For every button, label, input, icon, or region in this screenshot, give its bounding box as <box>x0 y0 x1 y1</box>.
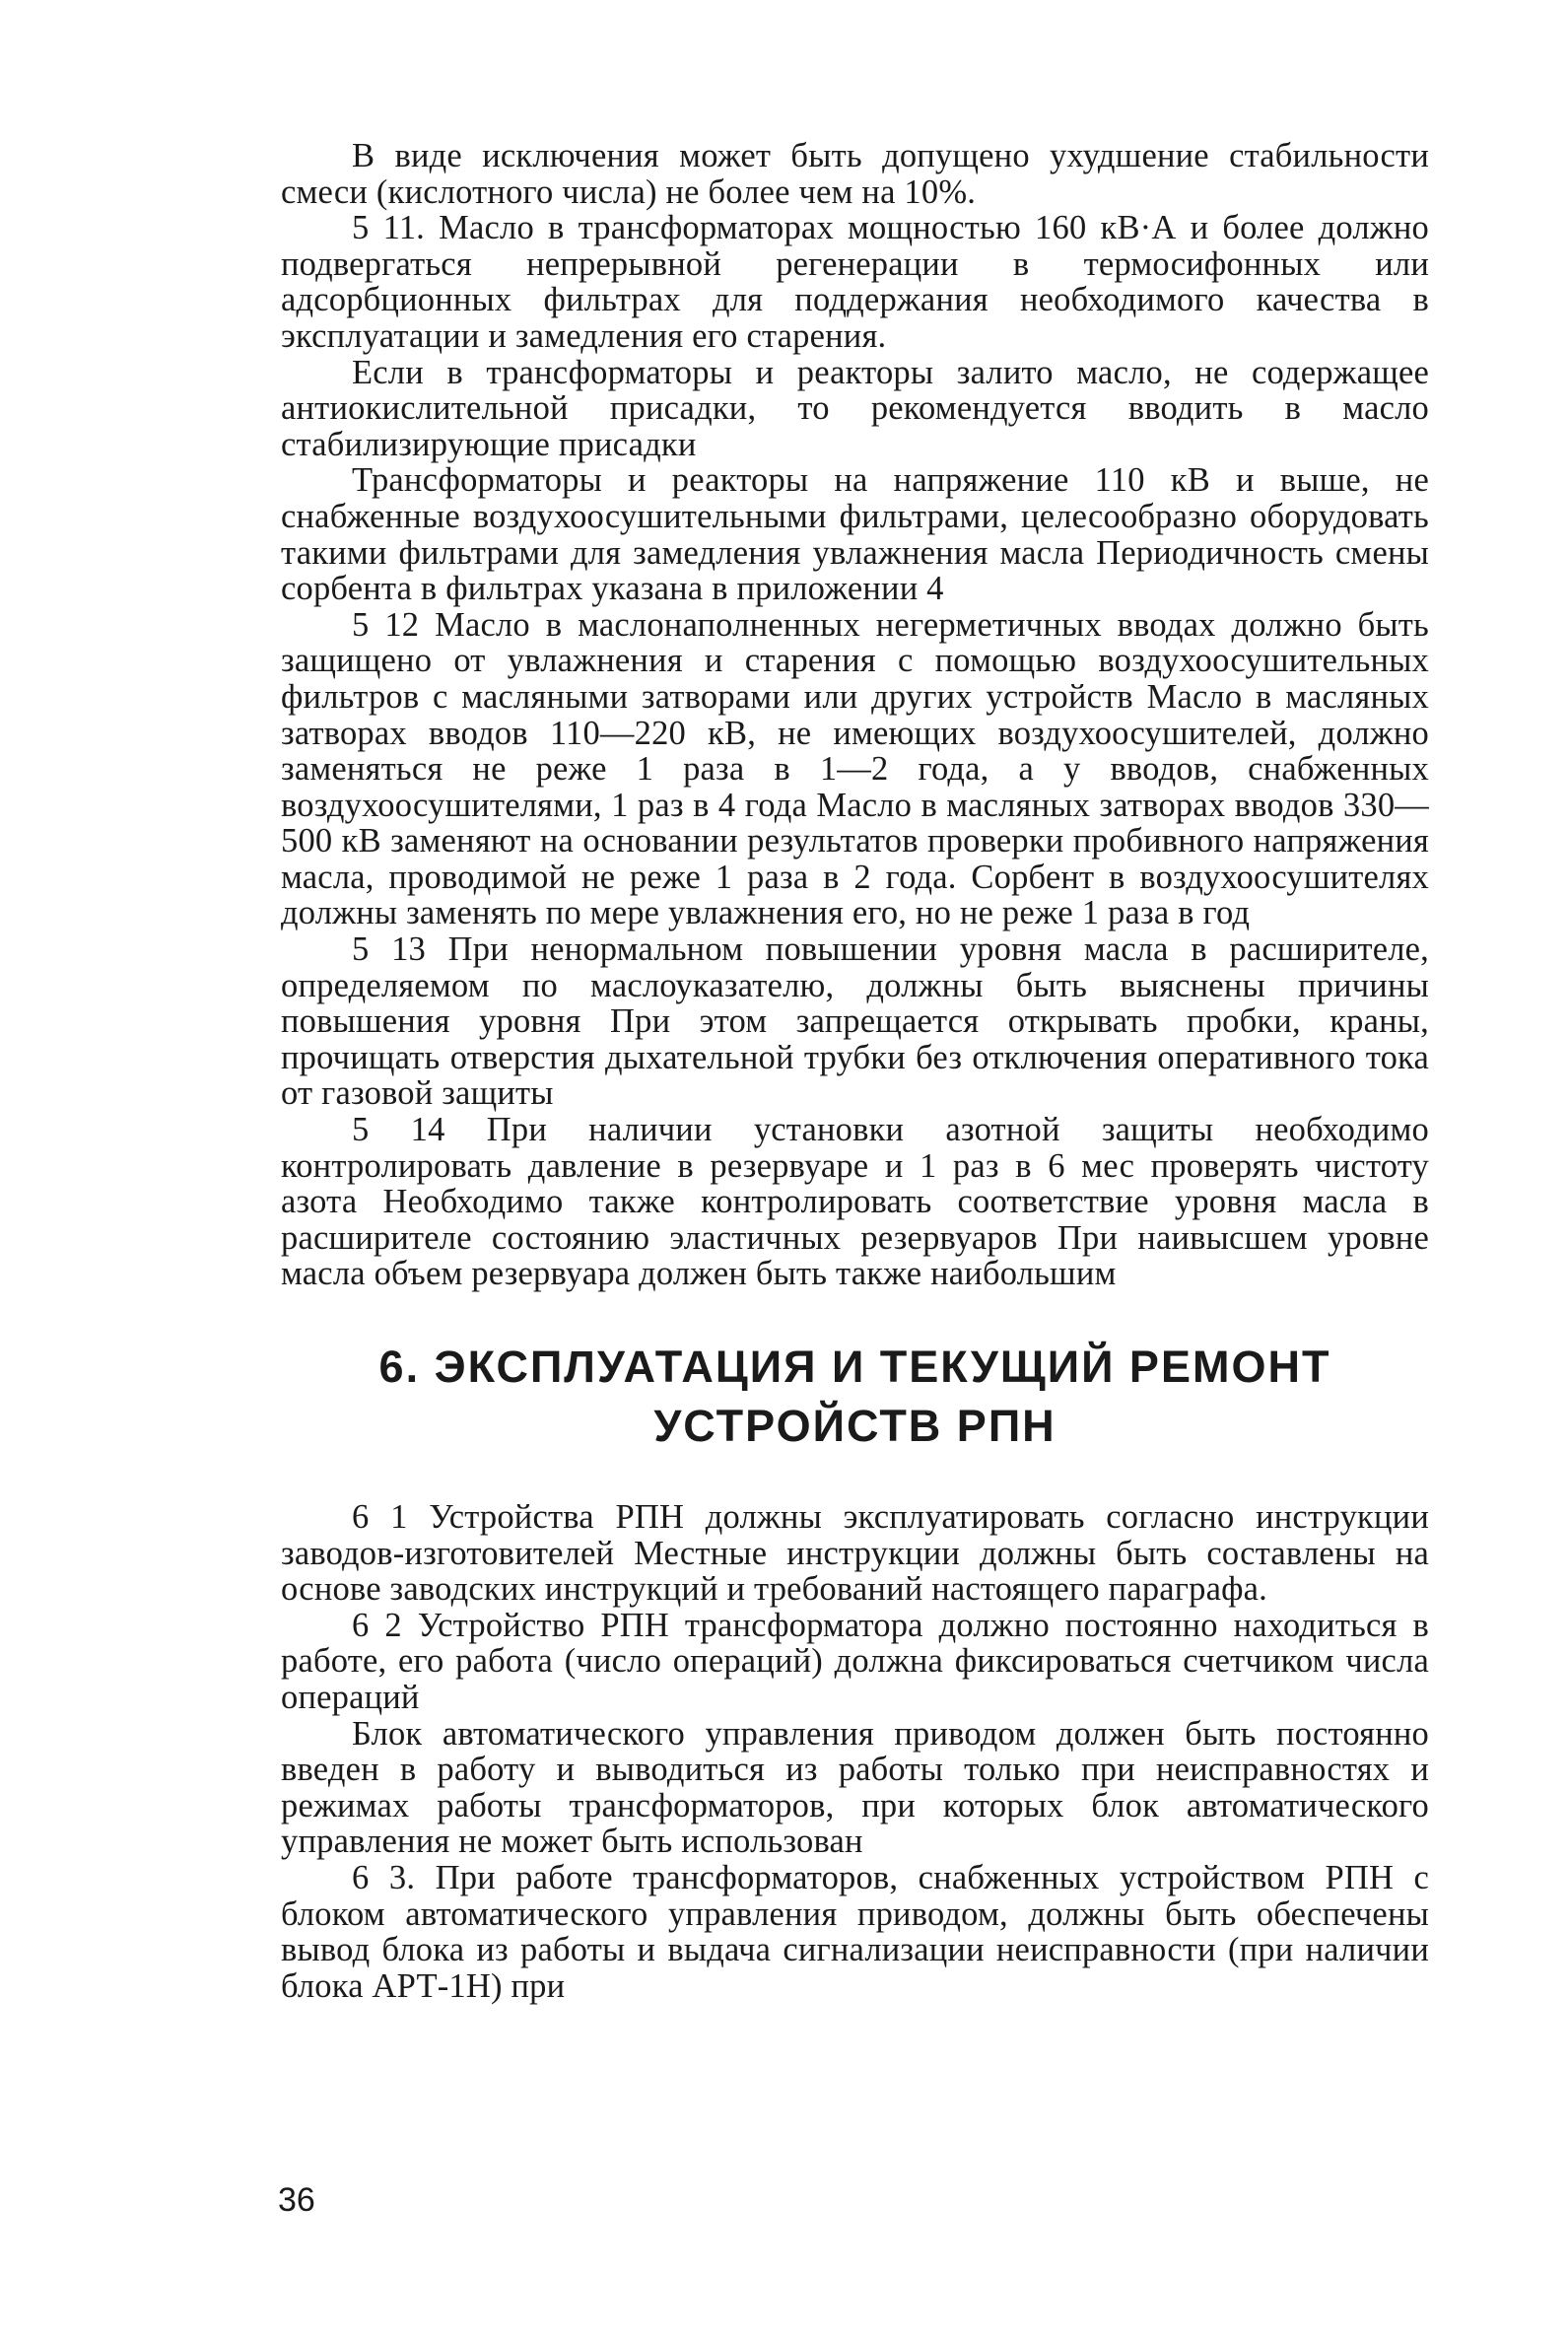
section-6-heading-line-1: 6. ЭКСПЛУАТАЦИЯ И ТЕКУЩИЙ РЕМОНТ <box>378 1342 1331 1392</box>
paragraph-5-11-additives: Если в трансформаторы и реакторы залито масло, не содержащее антиокислительной присадки, то рекомендуется вводить в масло стабилизирующие присадки <box>281 353 1429 463</box>
paragraph-6-2-control-block: Блок автоматического управления приводом должен быть постоянно введен в работу и выводиться из работы только при неисправностях и режимах работы трансформаторов, при которых блок автоматического управления не может быть использован <box>281 1714 1429 1861</box>
page-number: 36 <box>278 2181 315 2219</box>
paragraph-5-10-exception: В виде исключения может быть допущено ухудшение стабильности смеси (кислотного числа) не более чем на 10%. <box>281 137 1429 211</box>
paragraph-6-2: 6 2 Устройство РПН трансформатора должно постоянно находиться в работе, его работа (число операций) должна фиксироваться счетчиком числа операций <box>281 1606 1429 1716</box>
paragraph-5-12: 5 12 Масло в маслонаполненных негерметичных вводах должно быть защищено от увлажнения и старения с помощью воздухоосушительных фильтров с масляными затворами или других устройств Масло в масляных затворах вводов 110—220 кВ, не имеющих воздухоосушителей, должно заменяться не реже 1 раза в 1—2 года, а у вводов, снабженных воздухоосушителями, 1 раз в 4 года Масло в масляных затворах вводов 330—500 кВ заменяют на основании результатов проверки пробивного напряжения масла, проводимой не реже 1 раза в 2 года. Сорбент в воздухоосушителях должны заменять по мере увлажнения его, но не реже 1 раза в год <box>281 605 1429 932</box>
section-6-heading-line-2: УСТРОЙСТВ РПН <box>653 1401 1057 1451</box>
paragraph-5-14: 5 14 При наличии установки азотной защиты необходимо контролировать давление в резервуаре и 1 раз в 6 мес проверять чистоту азота Необходимо также контролировать соответствие уровня масла в расширителе состоянию эластичных резервуаров При наивысшем уровне масла объем резервуара должен быть также наибольшим <box>281 1111 1429 1293</box>
section-6-heading <box>281 1338 1429 1456</box>
paragraph-6-1: 6 1 Устройства РПН должны эксплуатировать согласно инструкции заводов-изготовителей Местные инструкции должны быть составлены на основе заводских инструкций и требований настоящего параграфа. <box>281 1498 1429 1609</box>
paragraph-5-11: 5 11. Масло в трансформаторах мощностью 160 кВ·А и более должно подвергаться непрерывной регенерации в термосифонных или адсорбционных фильтрах для поддержания необходимого качества в эксплуатации и замедления его старения. <box>281 209 1429 355</box>
paragraph-6-3: 6 3. При работе трансформаторов, снабженных устройством РПН с блоком автоматического управления приводом, должны быть обеспечены вывод блока из работы и выдача сигнализации неисправности (при наличии блока АРТ-1Н) при <box>281 1858 1429 2005</box>
document-page <box>281 138 1429 2004</box>
paragraph-5-13: 5 13 При ненормальном повышении уровня масла в расширителе, определяемом по маслоуказателю, должны быть выяснены причины повышения уровня При этом запрещается открывать пробки, краны, прочищать отверстия дыхательной трубки без отключения оперативного тока от газовой защиты <box>281 930 1429 1113</box>
paragraph-5-11-filters: Трансформаторы и реакторы на напряжение 110 кВ и выше, не снабженные воздухоосушительными фильтрами, целесообразно оборудовать такими фильтрами для замедления увлажнения масла Периодичность смены сорбента в фильтрах указана в приложении 4 <box>281 461 1429 608</box>
